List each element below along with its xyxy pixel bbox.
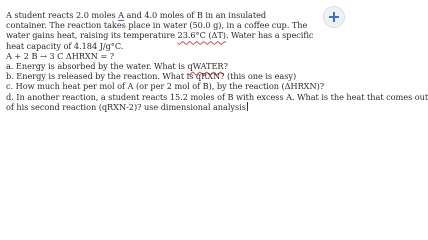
line-1: A student reacts 2.0 moles A and 4.0 moles of B in an insulated [6,10,267,20]
text-cursor [247,102,248,111]
question-text [6,10,428,112]
reaction-equation: A + 2 B → 3 C ΔHRXN = ? [6,50,115,61]
q-water: qWATER [187,61,224,72]
line-2: container. The reaction takes place in water (50.0 g), in a coffee cup. The [6,20,308,31]
line-4: heat capacity of 4.184 J/g°C. [6,40,124,51]
underlined-A: A [118,10,124,20]
question-b: b. Energy is released by the reaction. What is qRXN? (this one is easy) [6,71,297,82]
temperature-change: 23.6°C (ΔT) [177,30,226,41]
add-button[interactable] [323,6,345,28]
plus-icon [328,11,340,23]
question-d: d. In another reaction, a student reacts 15.2 moles of B with excess A. What is the heat that comes out [6,91,428,102]
question-c: c. How much heat per mol of A (or per 2 mol of B), by the reaction (ΔHRXN)? [6,81,325,92]
line-3: water gains heat, raising its temperature 23.6°C (ΔT). Water has a specific [6,30,314,41]
question-d-continued: of his second reaction (qRXN-2)? use dimensional analysis [6,101,246,112]
question-a: a. Energy is absorbed by the water. What is qWATER? [6,61,228,72]
